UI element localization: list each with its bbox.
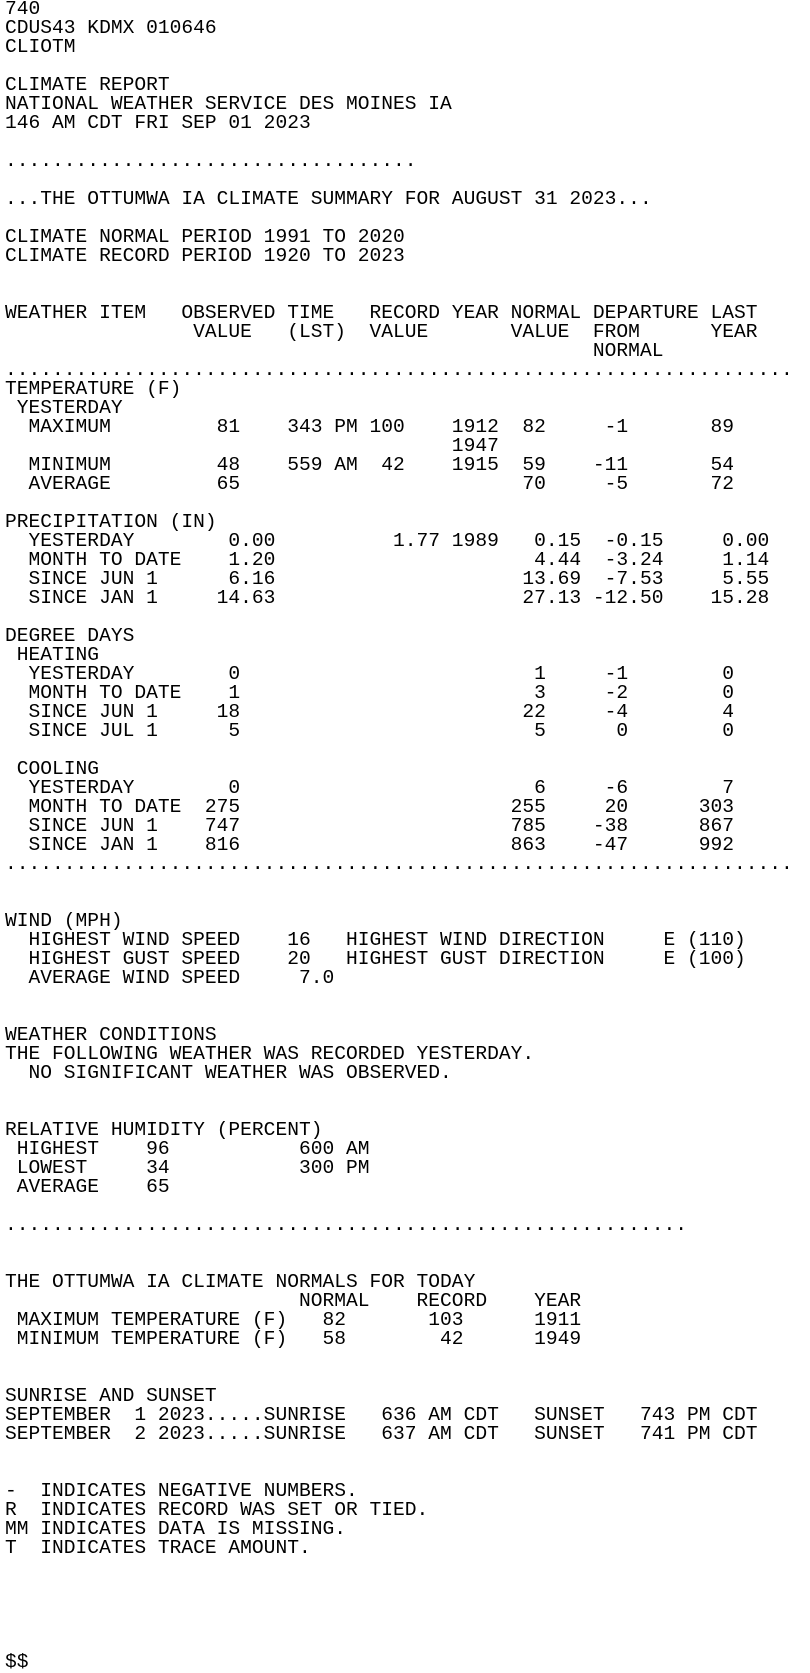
report-line: VALUE (LST) VALUE VALUE FROM YEAR: [5, 321, 758, 343]
report-line: COOLING: [5, 758, 100, 780]
report-line: [5, 1634, 810, 1653]
report-line: SINCE JUN 1 6.16 13.69 -7.53 5.55: [5, 568, 770, 590]
report-line: - INDICATES NEGATIVE NUMBERS.: [5, 1480, 358, 1502]
report-line: THE OTTUMWA IA CLIMATE NORMALS FOR TODAY: [5, 1271, 476, 1293]
report-line: ...................................................................: [5, 853, 793, 875]
report-line: RELATIVE HUMIDITY (PERCENT): [5, 1119, 323, 1141]
report-line: [5, 988, 810, 1007]
report-line: YESTERDAY 0.00 1.77 1989 0.15 -0.15 0.00: [5, 530, 770, 552]
report-line: SEPTEMBER 1 2023.....SUNRISE 636 AM CDT SUNSET 743 PM CDT: [5, 1404, 758, 1426]
report-line: ..........................................................: [5, 1214, 687, 1236]
report-line: AVERAGE 65: [5, 1176, 170, 1198]
report-line: [5, 266, 810, 285]
report-line: SINCE JUL 1 5 5 0 0: [5, 720, 735, 742]
report-line: ...................................: [5, 150, 417, 172]
report-line: MONTH TO DATE 1.20 4.44 -3.24 1.14: [5, 549, 770, 571]
report-line: NO SIGNIFICANT WEATHER WAS OBSERVED.: [5, 1062, 452, 1084]
report-line: [5, 1235, 810, 1254]
report-line: [5, 1083, 810, 1102]
report-line: YESTERDAY 0 6 -6 7: [5, 777, 735, 799]
report-line: TEMPERATURE (F): [5, 378, 182, 400]
report-line: [5, 1615, 810, 1634]
report-line: SINCE JAN 1 14.63 27.13 -12.50 15.28: [5, 587, 770, 609]
report-line: PRECIPITATION (IN): [5, 511, 217, 533]
report-line: 1947: [5, 435, 499, 457]
report-line: HEATING: [5, 644, 100, 666]
report-line: MONTH TO DATE 275 255 20 303: [5, 796, 735, 818]
report-line: [5, 893, 810, 912]
report-line: [5, 741, 810, 760]
report-line: WIND (MPH): [5, 910, 123, 932]
report-line: THE FOLLOWING WEATHER WAS RECORDED YESTERDAY.: [5, 1043, 535, 1065]
report-line: MM INDICATES DATA IS MISSING.: [5, 1518, 346, 1540]
report-line: $$: [5, 1651, 29, 1673]
report-line: AVERAGE 65 70 -5 72: [5, 473, 735, 495]
report-line: MINIMUM 48 559 AM 42 1915 59 -11 54: [5, 454, 735, 476]
report-line: YESTERDAY: [5, 397, 123, 419]
report-line: HIGHEST GUST SPEED 20 HIGHEST GUST DIRECTION E (100): [5, 948, 746, 970]
report-line: 740: [5, 0, 41, 20]
report-line: CLIMATE NORMAL PERIOD 1991 TO 2020: [5, 226, 405, 248]
report-line: [5, 1444, 810, 1463]
report-line: SINCE JAN 1 816 863 -47 992: [5, 834, 735, 856]
report-line: [5, 1596, 810, 1615]
report-line: YESTERDAY 0 1 -1 0: [5, 663, 735, 685]
report-line: CLIOTM: [5, 36, 76, 58]
report-line: R INDICATES RECORD WAS SET OR TIED.: [5, 1499, 429, 1521]
report-line: CLIMATE RECORD PERIOD 1920 TO 2023: [5, 245, 405, 267]
report-line: [5, 874, 810, 893]
report-line: 146 AM CDT FRI SEP 01 2023: [5, 112, 311, 134]
report-line: HIGHEST WIND SPEED 16 HIGHEST WIND DIRECTION E (110): [5, 929, 746, 951]
report-line: CLIMATE REPORT: [5, 74, 170, 96]
report-line: LOWEST 34 300 PM: [5, 1157, 370, 1179]
report-line: NORMAL RECORD YEAR: [5, 1290, 582, 1312]
report-line: MAXIMUM 81 343 PM 100 1912 82 -1 89: [5, 416, 735, 438]
report-line: MAXIMUM TEMPERATURE (F) 82 103 1911: [5, 1309, 582, 1331]
report-line: NATIONAL WEATHER SERVICE DES MOINES IA: [5, 93, 452, 115]
report-line: T INDICATES TRACE AMOUNT.: [5, 1537, 311, 1559]
report-line: ...THE OTTUMWA IA CLIMATE SUMMARY FOR AUGUST 31 2023...: [5, 188, 652, 210]
report-line: CDUS43 KDMX 010646: [5, 17, 217, 39]
report-line: WEATHER CONDITIONS: [5, 1024, 217, 1046]
report-line: MONTH TO DATE 1 3 -2 0: [5, 682, 735, 704]
report-line: HIGHEST 96 600 AM: [5, 1138, 370, 1160]
report-line: SINCE JUN 1 747 785 -38 867: [5, 815, 735, 837]
report-line: [5, 1577, 810, 1596]
report-line: SINCE JUN 1 18 22 -4 4: [5, 701, 735, 723]
report-line: MINIMUM TEMPERATURE (F) 58 42 1949: [5, 1328, 582, 1350]
report-line: NORMAL: [5, 340, 664, 362]
report-line: DEGREE DAYS: [5, 625, 135, 647]
report-line: SEPTEMBER 2 2023.....SUNRISE 637 AM CDT SUNSET 741 PM CDT: [5, 1423, 758, 1445]
report-line: ...................................................................: [5, 359, 793, 381]
report-line: [5, 1558, 810, 1577]
report-line: WEATHER ITEM OBSERVED TIME RECORD YEAR NORMAL DEPARTURE LAST: [5, 302, 758, 324]
report-line: AVERAGE WIND SPEED 7.0: [5, 967, 335, 989]
report-line: [5, 1349, 810, 1368]
report-line: SUNRISE AND SUNSET: [5, 1385, 217, 1407]
